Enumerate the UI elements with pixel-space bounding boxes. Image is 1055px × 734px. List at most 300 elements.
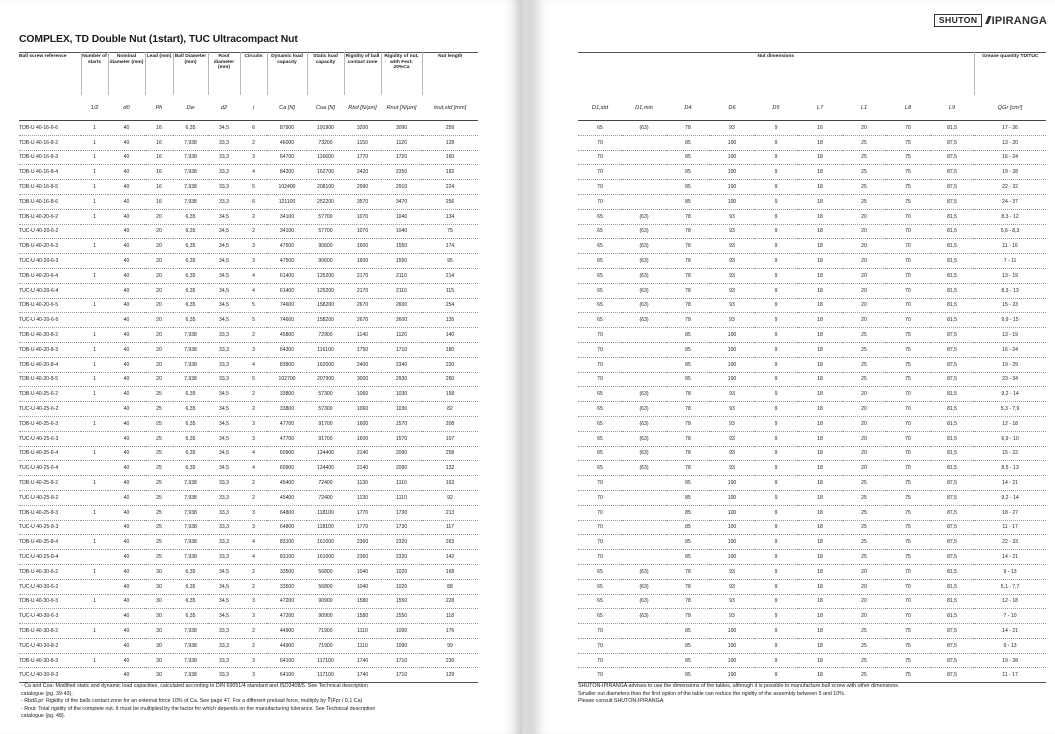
table-cell <box>81 431 108 446</box>
table-cell: 160 <box>422 150 478 165</box>
column-header: Ball screw reference <box>19 53 81 96</box>
table-cell: 11 - 17 <box>974 520 1046 535</box>
table-cell: 87,5 <box>930 520 974 535</box>
table-cell: 33,3 <box>208 150 240 165</box>
table-cell: 15 - 23 <box>974 298 1046 313</box>
column-header: Number of starts <box>81 53 108 96</box>
table-cell <box>622 135 666 150</box>
table-cell: 18 <box>798 624 842 639</box>
table-cell: 2600 <box>381 313 422 328</box>
table-cell: 117100 <box>307 668 344 683</box>
table-cell: 25 <box>842 476 886 491</box>
table-cell: 34,5 <box>208 209 240 224</box>
table-cell: 33,3 <box>208 668 240 683</box>
table-row <box>19 328 478 343</box>
table-cell: 25 <box>842 624 886 639</box>
table-cell: 40 <box>108 239 145 254</box>
table-cell: 78 <box>666 564 710 579</box>
table-cell: 9,2 - 14 <box>974 387 1046 402</box>
table-cell: 70 <box>886 254 930 269</box>
table-cell: 65 <box>578 313 622 328</box>
table-cell: 13 - 19 <box>974 268 1046 283</box>
table-cell: 70 <box>578 357 622 372</box>
table-cell: 40 <box>108 194 145 209</box>
table-cell: 9 <box>754 135 798 150</box>
table-cell: 87,5 <box>930 653 974 668</box>
table-cell: 87,5 <box>930 180 974 195</box>
table-row <box>19 505 478 520</box>
table-cell: 75 <box>886 342 930 357</box>
table-cell: 47200 <box>267 594 307 609</box>
table-cell: 70 <box>578 165 622 180</box>
table-cell: 78 <box>666 254 710 269</box>
table-cell: (63) <box>622 121 666 136</box>
table-cell: 4 <box>240 535 267 550</box>
table-cell: 1 <box>81 416 108 431</box>
table-cell: 57300 <box>307 387 344 402</box>
table-cell: (63) <box>622 594 666 609</box>
table-cell: 40 <box>108 520 145 535</box>
table-cell: 81,5 <box>930 564 974 579</box>
ball-screw-reference: TDB-U 40-20-8-2 <box>19 328 81 343</box>
table-cell: 75 <box>422 224 478 239</box>
table-cell: 78 <box>666 579 710 594</box>
table-cell: 70 <box>886 594 930 609</box>
table-cell: 2340 <box>381 357 422 372</box>
table-row <box>578 505 1046 520</box>
table-cell: 34,5 <box>208 609 240 624</box>
table-cell: 78 <box>666 298 710 313</box>
column-symbol: D6 <box>710 95 754 121</box>
table-cell: 70 <box>886 224 930 239</box>
table-cell: 40 <box>108 165 145 180</box>
table-cell: 6,35 <box>173 224 208 239</box>
nut-dimensions-header: Nut dimensions <box>578 53 974 96</box>
table-cell: 15 - 22 <box>974 446 1046 461</box>
nut-dimensions-table <box>578 52 1046 683</box>
table-cell: 75 <box>886 194 930 209</box>
advisory-line: Smaller nut diameters than the first option of the table can reduce the rigidity of the assembly between 5 and 10%. <box>578 690 846 697</box>
table-row <box>19 624 478 639</box>
table-cell: 33,3 <box>208 165 240 180</box>
ball-screw-reference: TDB-U 40-25-8-2 <box>19 476 81 491</box>
table-cell <box>81 520 108 535</box>
table-cell: 1 <box>81 165 108 180</box>
table-cell: 75 <box>886 535 930 550</box>
table-cell: 78 <box>666 387 710 402</box>
column-header: Ball Diameter (mm) <box>173 53 208 96</box>
table-row <box>578 239 1046 254</box>
table-cell: 1 <box>81 209 108 224</box>
table-cell: 1 <box>81 194 108 209</box>
table-cell: 2400 <box>344 357 381 372</box>
table-cell: 7,938 <box>173 357 208 372</box>
column-header: Rigidity of nut, with Fext: 20%Ca <box>381 53 422 96</box>
table-row <box>578 180 1046 195</box>
table-cell: 9 <box>754 594 798 609</box>
table-row <box>19 224 478 239</box>
table-cell: 14 - 21 <box>974 476 1046 491</box>
table-cell: 3 <box>240 520 267 535</box>
table-cell: 2110 <box>381 283 422 298</box>
table-cell: 5,6 - 8,3 <box>974 224 1046 239</box>
table-cell: 1550 <box>381 254 422 269</box>
table-cell: 56800 <box>307 579 344 594</box>
table-cell: 2910 <box>381 180 422 195</box>
table-cell: 20 <box>842 609 886 624</box>
table-cell <box>81 579 108 594</box>
table-cell: 87,5 <box>930 505 974 520</box>
table-cell: 1750 <box>344 342 381 357</box>
table-cell: 18 <box>798 283 842 298</box>
table-cell: 16 <box>145 150 173 165</box>
ball-screw-reference: TDB-U 40-30-8-3 <box>19 653 81 668</box>
table-cell: 65 <box>578 402 622 417</box>
table-cell: 1710 <box>381 653 422 668</box>
table-cell: 1090 <box>381 638 422 653</box>
table-cell: 70 <box>578 535 622 550</box>
table-cell: 87,5 <box>930 476 974 491</box>
table-cell: 22 - 33 <box>974 535 1046 550</box>
table-cell: 34,5 <box>208 416 240 431</box>
column-symbol: QGr [cm³] <box>974 95 1046 121</box>
table-row <box>578 313 1046 328</box>
table-cell: 40 <box>108 505 145 520</box>
table-cell: 1740 <box>344 668 381 683</box>
table-cell: 75 <box>886 150 930 165</box>
table-row <box>578 298 1046 313</box>
table-cell: 87,5 <box>930 550 974 565</box>
table-cell: 2090 <box>381 446 422 461</box>
table-cell: 33,3 <box>208 180 240 195</box>
table-cell: 33,3 <box>208 490 240 505</box>
table-cell: 1 <box>81 505 108 520</box>
table-cell: 82 <box>422 402 478 417</box>
table-cell: 8,5 - 13 <box>974 461 1046 476</box>
ball-screw-reference: TDB-U 40-25-6-2 <box>19 387 81 402</box>
table-cell: 18 <box>798 653 842 668</box>
table-cell: (63) <box>622 224 666 239</box>
column-symbol: Inut,std [mm] <box>422 95 478 121</box>
table-cell <box>622 624 666 639</box>
table-cell <box>622 342 666 357</box>
table-cell: 1120 <box>381 135 422 150</box>
table-cell: 65 <box>578 446 622 461</box>
table-cell: 132 <box>422 461 478 476</box>
table-cell <box>622 476 666 491</box>
column-symbol: D1,std <box>578 95 622 121</box>
table-cell: 14 - 21 <box>974 550 1046 565</box>
table-row <box>19 357 478 372</box>
table-cell: 34,5 <box>208 387 240 402</box>
table-cell: 6,35 <box>173 416 208 431</box>
table-cell: 70 <box>578 135 622 150</box>
table-cell: 85 <box>666 180 710 195</box>
table-cell: 6,35 <box>173 579 208 594</box>
column-symbol <box>19 95 81 121</box>
table-cell: 40 <box>108 387 145 402</box>
table-cell: 18 <box>798 150 842 165</box>
column-header: Nominal diameter (mm) <box>108 53 145 96</box>
table-cell: 93 <box>710 579 754 594</box>
table-cell: 1040 <box>344 579 381 594</box>
table-cell: 83100 <box>267 550 307 565</box>
table-cell: 3570 <box>344 194 381 209</box>
table-cell: 18 <box>798 609 842 624</box>
table-cell: 30 <box>145 579 173 594</box>
table-cell: 9 <box>754 165 798 180</box>
table-cell: 75 <box>886 165 930 180</box>
table-cell: 44900 <box>267 624 307 639</box>
table-cell: 100 <box>710 328 754 343</box>
table-cell: 6,35 <box>173 461 208 476</box>
column-symbol: Rnut [N/µm] <box>381 95 422 121</box>
table-cell: 65 <box>578 579 622 594</box>
table-cell: 64700 <box>267 150 307 165</box>
table-row <box>19 402 478 417</box>
table-cell: 84200 <box>267 165 307 180</box>
table-cell: (63) <box>622 239 666 254</box>
table-cell: 100 <box>710 624 754 639</box>
table-cell: 9 <box>754 535 798 550</box>
table-row <box>578 668 1046 683</box>
table-cell: 1110 <box>344 638 381 653</box>
table-cell: 7,938 <box>173 328 208 343</box>
table-row <box>19 594 478 609</box>
table-cell: 18 <box>798 564 842 579</box>
table-row <box>578 638 1046 653</box>
table-cell: 2320 <box>381 535 422 550</box>
table-cell: 100 <box>710 372 754 387</box>
table-cell: 2 <box>240 209 267 224</box>
ball-screw-reference: TUC-U 40-30-8-3 <box>19 668 81 683</box>
table-cell: 3 <box>240 653 267 668</box>
table-cell: 90900 <box>307 609 344 624</box>
table-cell: 158 <box>422 387 478 402</box>
table-cell: 2600 <box>381 298 422 313</box>
table-row <box>578 446 1046 461</box>
table-cell: 208 <box>422 416 478 431</box>
table-cell: 64800 <box>267 505 307 520</box>
table-row <box>578 224 1046 239</box>
table-cell: 70 <box>578 668 622 683</box>
table-cell: 1030 <box>381 402 422 417</box>
table-row <box>578 387 1046 402</box>
ball-screw-reference: TUC-U 40-25-6-2 <box>19 402 81 417</box>
table-cell: 4 <box>240 550 267 565</box>
table-cell: 1130 <box>344 490 381 505</box>
table-cell: 135 <box>422 313 478 328</box>
table-cell: 18 <box>798 313 842 328</box>
table-cell: 25 <box>842 342 886 357</box>
table-cell: 1110 <box>344 624 381 639</box>
table-cell: 5 <box>240 180 267 195</box>
table-cell: 25 <box>145 490 173 505</box>
table-cell: 40 <box>108 535 145 550</box>
table-cell: 102400 <box>267 180 307 195</box>
table-cell: 25 <box>842 372 886 387</box>
ball-screw-reference: TDB-U 40-20-6-5 <box>19 298 81 313</box>
table-cell: 81,5 <box>930 609 974 624</box>
table-cell: 2670 <box>344 313 381 328</box>
table-cell: 85 <box>666 476 710 491</box>
table-cell <box>622 357 666 372</box>
table-cell: (63) <box>622 461 666 476</box>
table-cell: 1 <box>81 150 108 165</box>
table-cell: 72400 <box>307 476 344 491</box>
table-cell: 1040 <box>381 224 422 239</box>
table-cell: 85 <box>666 328 710 343</box>
table-cell <box>622 653 666 668</box>
column-header: Root diameter (mm) <box>208 53 240 96</box>
table-cell: 34,5 <box>208 224 240 239</box>
table-cell: 78 <box>666 268 710 283</box>
table-cell: 93 <box>710 564 754 579</box>
table-cell: 100 <box>710 476 754 491</box>
table-cell: 78 <box>666 461 710 476</box>
table-cell: 1710 <box>381 342 422 357</box>
table-cell: 78 <box>666 402 710 417</box>
table-cell: 25 <box>145 550 173 565</box>
table-cell: 9,2 - 14 <box>974 490 1046 505</box>
table-cell: 85 <box>666 550 710 565</box>
table-cell: 33,3 <box>208 194 240 209</box>
table-cell: 6,35 <box>173 298 208 313</box>
table-cell: 33800 <box>267 387 307 402</box>
table-row <box>578 372 1046 387</box>
table-cell: 40 <box>108 283 145 298</box>
table-cell: 18 <box>798 431 842 446</box>
table-row <box>19 165 478 180</box>
table-cell: 6,35 <box>173 283 208 298</box>
table-cell: 90600 <box>307 254 344 269</box>
table-cell: 74600 <box>267 313 307 328</box>
table-cell: 6,35 <box>173 402 208 417</box>
column-symbol: L7 <box>798 95 842 121</box>
table-cell: 1600 <box>344 431 381 446</box>
table-cell: (63) <box>622 254 666 269</box>
table-row <box>19 668 478 683</box>
table-cell: 30 <box>145 668 173 683</box>
table-cell: 18 <box>798 579 842 594</box>
table-cell: 6,35 <box>173 609 208 624</box>
table-cell: 1550 <box>381 239 422 254</box>
table-cell: 2170 <box>344 283 381 298</box>
table-cell: 75 <box>886 624 930 639</box>
ball-screw-reference: TDB-U 40-20-8-4 <box>19 357 81 372</box>
table-cell: 46000 <box>267 135 307 150</box>
table-cell: 87,5 <box>930 328 974 343</box>
table-cell: 40 <box>108 209 145 224</box>
table-cell: 8,3 - 12 <box>974 209 1046 224</box>
table-row <box>19 209 478 224</box>
brand-logo <box>934 14 1047 27</box>
table-cell: 83100 <box>267 535 307 550</box>
table-cell: 17 - 26 <box>974 121 1046 136</box>
table-cell: 1 <box>81 357 108 372</box>
table-row <box>578 564 1046 579</box>
table-cell: 65 <box>578 594 622 609</box>
table-cell: 158200 <box>307 298 344 313</box>
table-row <box>19 121 478 136</box>
table-cell: 65 <box>578 609 622 624</box>
table-cell: 100 <box>710 490 754 505</box>
table-row <box>19 150 478 165</box>
advisory-line: Please consult SHUTON-IPIRANGA. <box>578 698 665 705</box>
table-cell <box>622 180 666 195</box>
table-cell: 40 <box>108 609 145 624</box>
table-row <box>578 520 1046 535</box>
column-symbol: L9 <box>930 95 974 121</box>
table-cell: 1580 <box>344 609 381 624</box>
table-cell: 9 <box>754 298 798 313</box>
table-cell: 107 <box>422 431 478 446</box>
table-cell: 18 <box>798 550 842 565</box>
table-cell: 22 - 32 <box>974 180 1046 195</box>
table-cell: 116100 <box>307 342 344 357</box>
table-cell: 236 <box>422 653 478 668</box>
table-cell: 23 - 34 <box>974 372 1046 387</box>
table-cell: 4 <box>240 283 267 298</box>
table-cell: 20 <box>145 283 173 298</box>
table-cell: 124400 <box>307 461 344 476</box>
table-row <box>578 135 1046 150</box>
table-cell: 81,5 <box>930 313 974 328</box>
table-cell: 40 <box>108 653 145 668</box>
table-cell: 71900 <box>307 624 344 639</box>
ball-screw-reference: TDB-U 40-20-8-3 <box>19 342 81 357</box>
table-cell: 34100 <box>267 224 307 239</box>
table-cell: 61400 <box>267 283 307 298</box>
table-cell: 34,5 <box>208 298 240 313</box>
table-cell: 40 <box>108 121 145 136</box>
table-cell: 30 <box>145 564 173 579</box>
table-cell: 1730 <box>381 505 422 520</box>
table-cell: 70 <box>578 328 622 343</box>
table-cell <box>81 550 108 565</box>
table-cell: 9 <box>754 579 798 594</box>
table-cell: 13 - 19 <box>974 328 1046 343</box>
table-cell: 252200 <box>307 194 344 209</box>
table-cell: 20 <box>145 254 173 269</box>
table-cell: 192 <box>422 165 478 180</box>
table-cell: 78 <box>666 431 710 446</box>
table-cell: (63) <box>622 209 666 224</box>
table-cell: 100 <box>710 135 754 150</box>
table-cell: 20 <box>145 357 173 372</box>
table-cell: 6,35 <box>173 313 208 328</box>
table-cell: 1770 <box>344 505 381 520</box>
logo-box-text: SHUTON <box>934 14 983 27</box>
table-row <box>19 194 478 209</box>
table-cell: 1150 <box>344 135 381 150</box>
ball-screw-reference: TUC-U 40-30-6-2 <box>19 579 81 594</box>
table-cell: 3000 <box>344 372 381 387</box>
table-cell: 1550 <box>381 594 422 609</box>
table-cell: 6,35 <box>173 239 208 254</box>
table-cell: 2420 <box>344 165 381 180</box>
table-cell: 142 <box>422 550 478 565</box>
table-cell: 9 <box>754 268 798 283</box>
table-cell: 9 <box>754 490 798 505</box>
table-cell: 40 <box>108 328 145 343</box>
table-cell: 34100 <box>267 209 307 224</box>
table-cell: 220 <box>422 357 478 372</box>
table-cell: 56800 <box>307 564 344 579</box>
right-page <box>532 0 1055 734</box>
table-cell: 214 <box>422 268 478 283</box>
table-cell: 5,1 - 7,7 <box>974 579 1046 594</box>
